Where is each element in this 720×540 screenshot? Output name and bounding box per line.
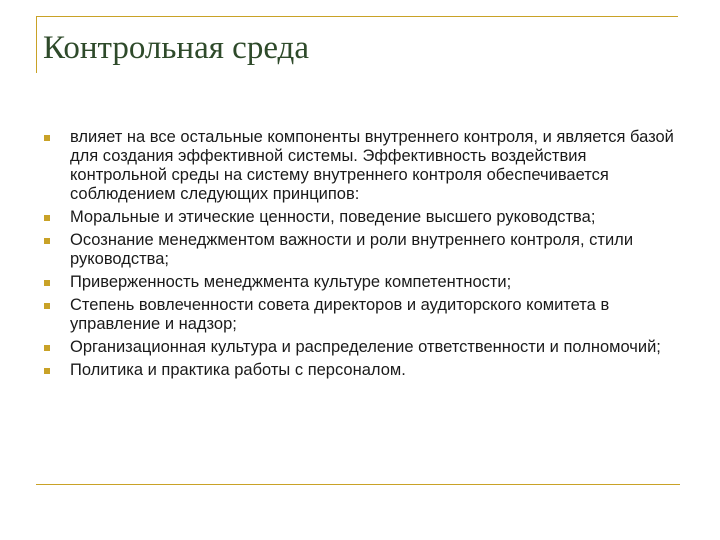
square-bullet-icon — [44, 135, 50, 141]
bullet-text: Моральные и этические ценности, поведение высшего руководства; — [70, 208, 596, 226]
bullet-text: Политика и практика работы с персоналом. — [70, 361, 406, 379]
bullet-item — [44, 361, 684, 380]
bullet-item — [44, 273, 684, 292]
left-rule — [36, 16, 37, 73]
bottom-rule — [36, 484, 680, 485]
square-bullet-icon — [44, 368, 50, 374]
bullet-item — [44, 208, 684, 227]
bullet-text: Степень вовлеченности совета директоров и аудиторского комитета в управление и надзор; — [70, 296, 610, 333]
bullet-item — [44, 231, 684, 269]
bullet-text: Осознание менеджментом важности и роли внутреннего контроля, стили руководства; — [70, 231, 634, 268]
bullet-item — [44, 338, 684, 357]
bullet-list — [44, 128, 684, 384]
bullet-item — [44, 296, 684, 334]
square-bullet-icon — [44, 345, 50, 351]
bullet-text: Организационная культура и распределение ответственности и полномочий; — [70, 338, 661, 356]
square-bullet-icon — [44, 280, 50, 286]
slide-title: Контрольная среда — [43, 30, 309, 66]
square-bullet-icon — [44, 238, 50, 244]
bullet-text: Приверженность менеджмента культуре компетентности; — [70, 273, 512, 291]
top-rule — [36, 16, 678, 17]
bullet-text: влияет на все остальные компоненты внутреннего контроля, и является базой для создания эффективной системы. Эффективность воздействия контрольной среды на систему внутреннего контроля обеспечивается соблюдением следующих принципов: — [70, 128, 674, 203]
bullet-item — [44, 128, 684, 204]
square-bullet-icon — [44, 303, 50, 309]
square-bullet-icon — [44, 215, 50, 221]
